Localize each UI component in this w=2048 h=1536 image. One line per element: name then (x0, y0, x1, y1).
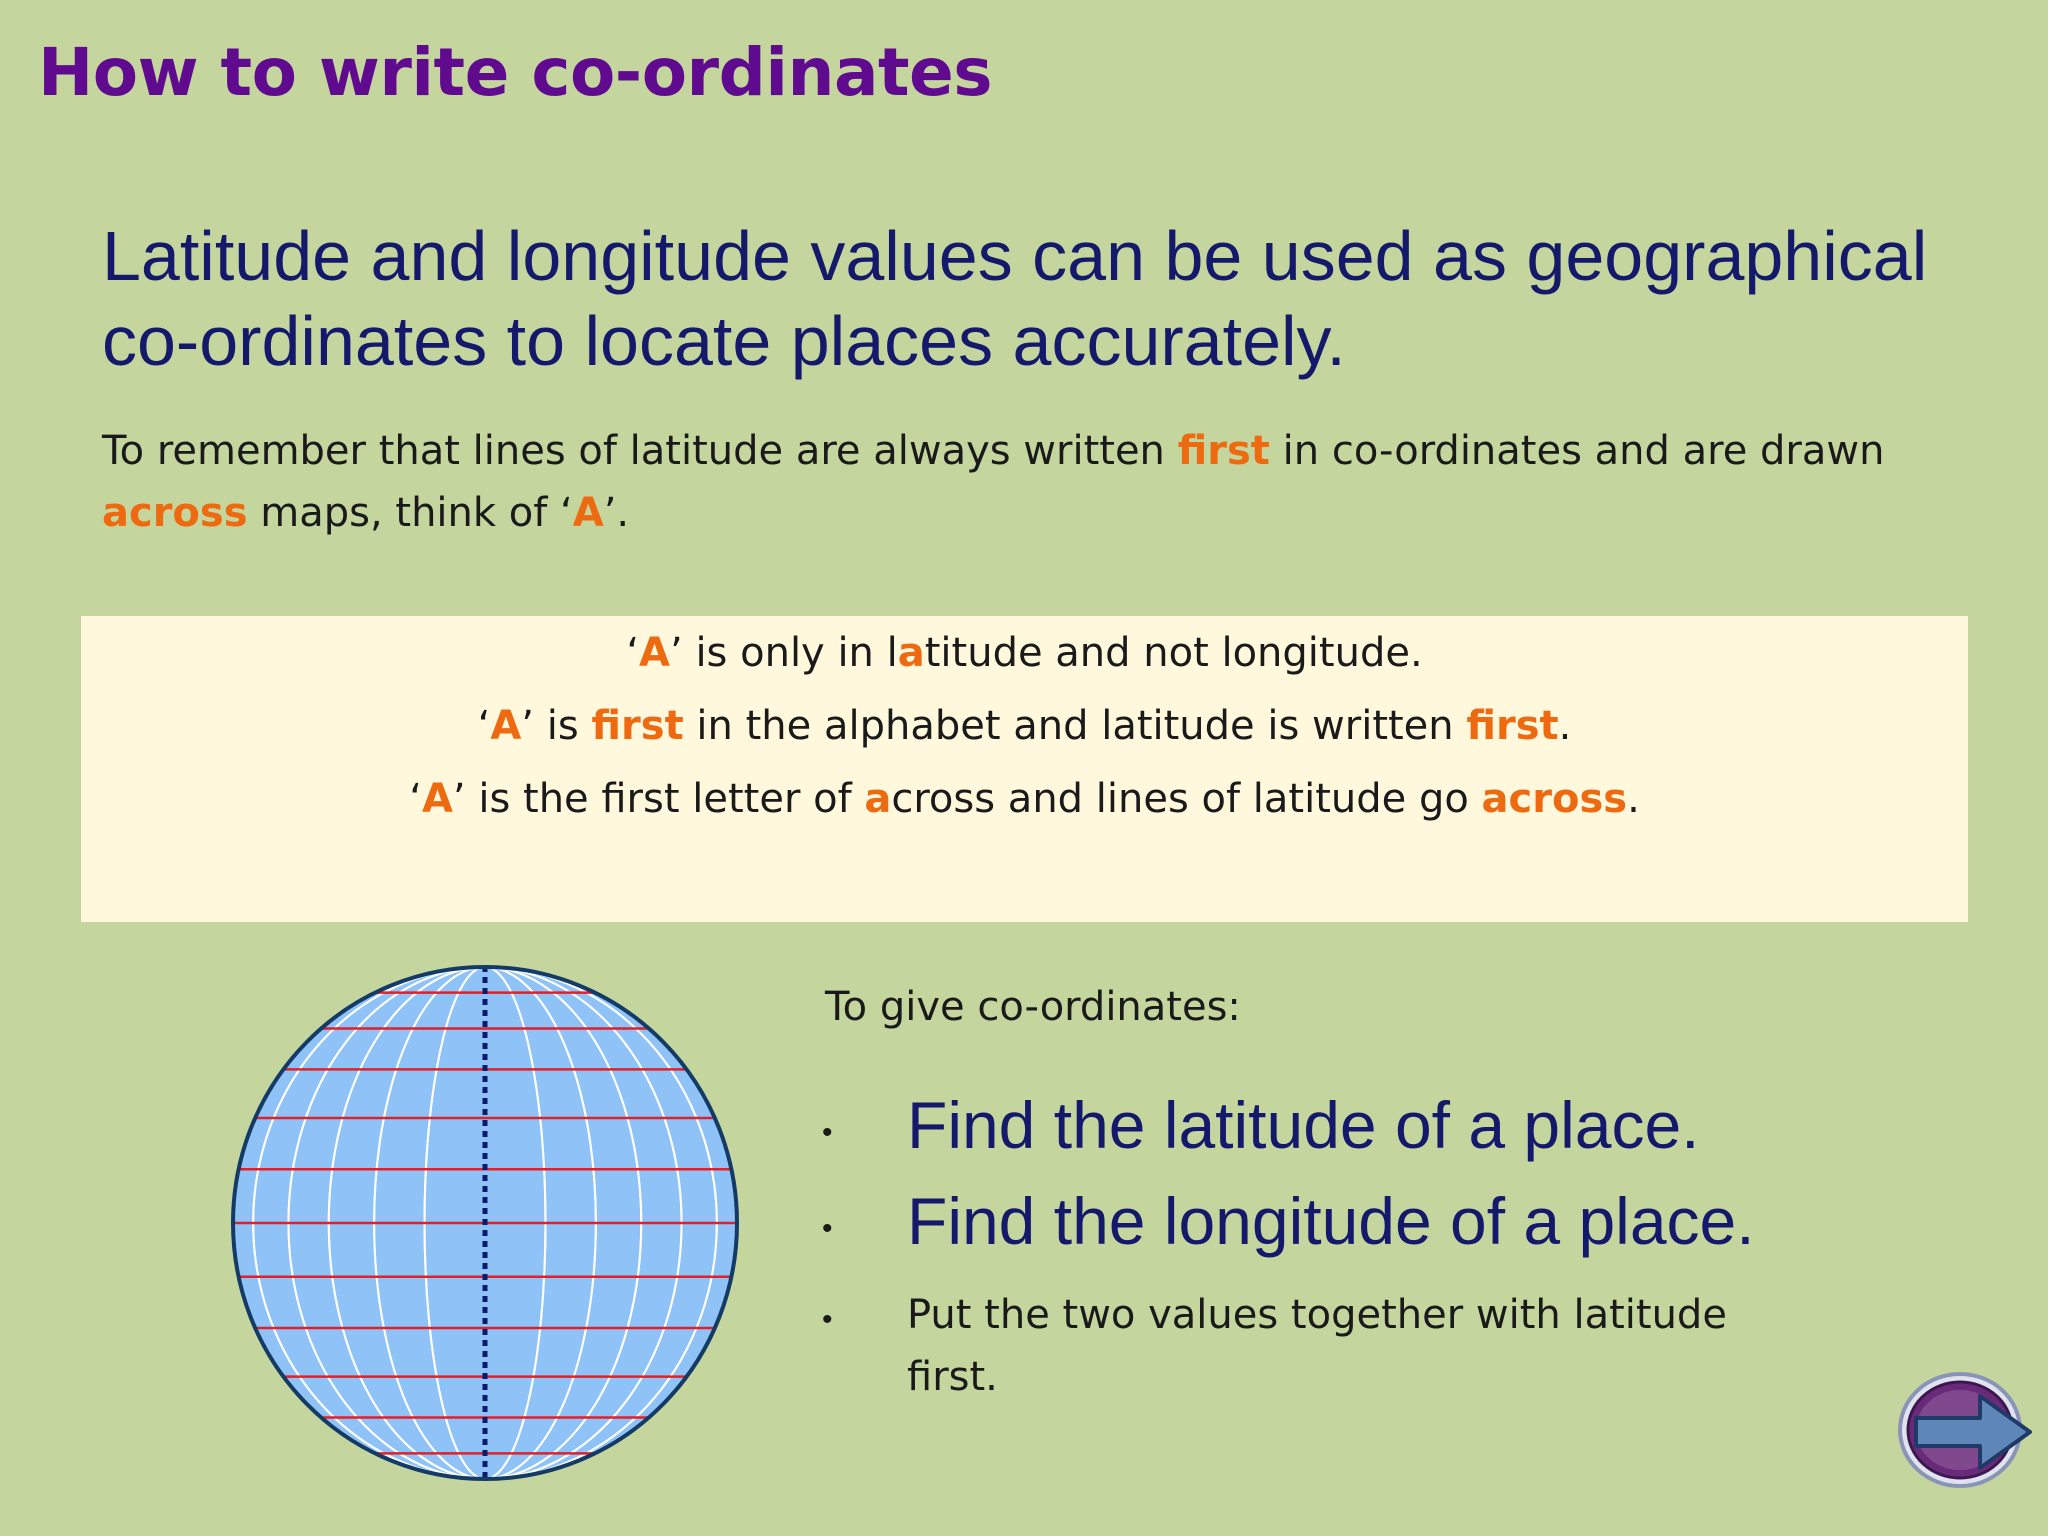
rule-text: . (1558, 703, 1572, 749)
rule-text: ’ is the first letter of (452, 776, 865, 822)
rule-text: ’ is (521, 703, 592, 749)
highlight-a: A (572, 490, 604, 536)
mnemonic-rule-2 (81, 703, 1968, 749)
step-find-latitude: Find the latitude of a place. (907, 1088, 1700, 1162)
remember-text-2: in co-ordinates and are drawn (1269, 428, 1885, 474)
steps-heading: To give co-ordinates: (825, 984, 1241, 1030)
rule-highlight: first (1466, 703, 1559, 749)
step-find-longitude: Find the longitude of a place. (907, 1184, 1755, 1258)
bullet-2: • (822, 1212, 833, 1245)
highlight-first: first (1177, 428, 1270, 474)
rule-highlight: A (639, 630, 671, 676)
intro-line-2: co-ordinates to locate places accurately. (102, 302, 1346, 380)
remember-line-2 (102, 482, 2002, 544)
slide-title: How to write co-ordinates (38, 34, 993, 111)
bullet-1: • (822, 1116, 833, 1149)
next-arrow-icon[interactable] (1894, 1360, 2036, 1492)
step-combine-line-2: first. (907, 1354, 998, 1400)
remember-line-1 (102, 420, 2002, 482)
rule-text: ‘ (477, 703, 491, 749)
rule-highlight: A (490, 703, 522, 749)
rule-highlight: A (421, 776, 453, 822)
mnemonic-box (81, 616, 1968, 922)
rule-highlight: a (864, 776, 892, 822)
step-combine-values (907, 1284, 1807, 1408)
rule-text: . (1627, 776, 1640, 822)
intro-text (102, 214, 2002, 384)
rule-highlight: first (591, 703, 684, 749)
intro-line-1: Latitude and longitude values can be used as geographical (102, 217, 1928, 295)
rule-highlight: a (897, 630, 925, 676)
rule-text: ‘ (626, 630, 640, 676)
remember-text-4: ’. (603, 490, 630, 536)
rule-text: titude and not longitude. (924, 630, 1423, 676)
rule-text: in the alphabet and latitude is written (683, 703, 1467, 749)
rule-text: cross and lines of latitude go (891, 776, 1482, 822)
globe-icon (228, 962, 742, 1484)
highlight-across: across (102, 490, 248, 536)
rule-text: ‘ (409, 776, 422, 822)
remember-paragraph (102, 420, 2002, 544)
mnemonic-rule-1 (81, 630, 1968, 676)
bullet-3: • (822, 1303, 833, 1336)
rule-text: ’ is only in l (670, 630, 898, 676)
remember-text-3: maps, think of ‘ (247, 490, 573, 536)
step-combine-line-1: Put the two values together with latitude (907, 1292, 1727, 1338)
remember-text-1: To remember that lines of latitude are always written (102, 428, 1178, 474)
rule-highlight: across (1481, 776, 1628, 822)
mnemonic-rule-3 (81, 776, 1968, 822)
